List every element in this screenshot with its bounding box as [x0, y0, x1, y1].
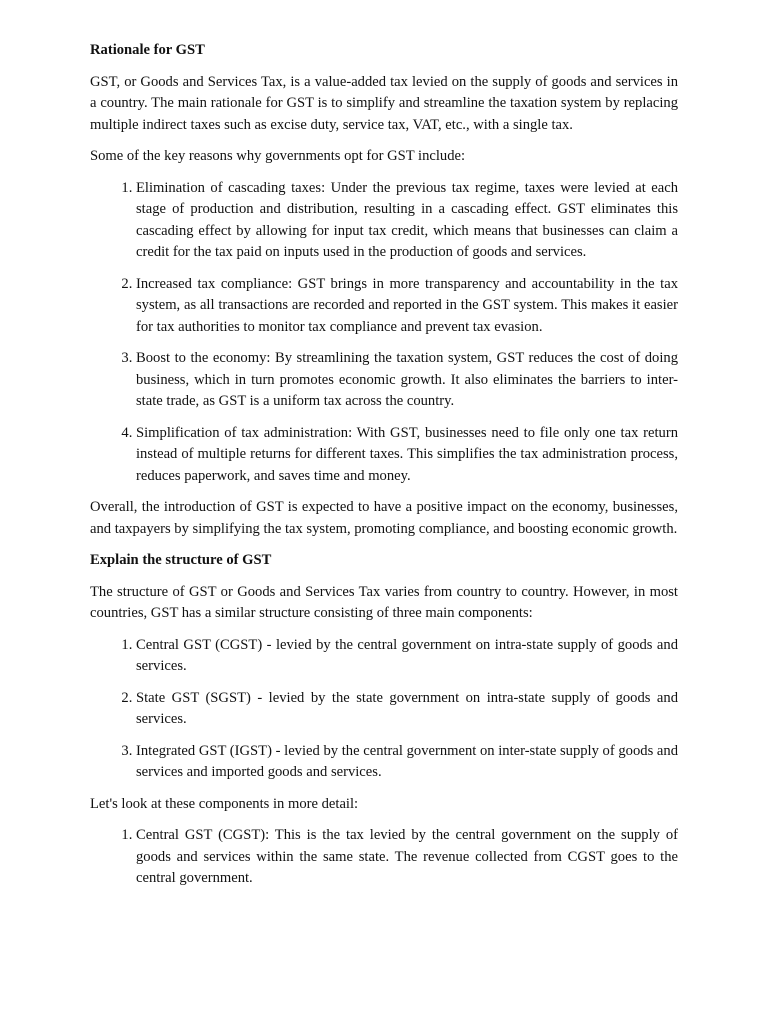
paragraph-structure-intro: The structure of GST or Goods and Services Tax varies from country to country. However, in most countries, GST has a similar structure consisting of three main components:	[90, 583, 678, 621]
section-heading-rationale: Rationale for GST	[90, 42, 205, 58]
list-item: 1. Elimination of cascading taxes: Under the previous tax regime, taxes were levied at each stage of production and distribution, resulting in a cascading effect. GST eliminates this cascading effect by allowing for input tax credit, which means that businesses can claim a credit for the tax paid on inputs used in the production of goods and services.	[136, 178, 678, 264]
list-component-details	[90, 825, 678, 890]
paragraph-details-lead: Let's look at these components in more detail:	[90, 795, 359, 812]
list-item: 2. State GST (SGST) - levied by the state government on intra-state supply of goods and services.	[136, 688, 678, 731]
paragraph-key-reasons-lead: Some of the key reasons why governments opt for GST include:	[90, 148, 466, 164]
list-item: 3. Integrated GST (IGST) - levied by the central government on inter-state supply of goods and services and imported goods and services.	[136, 741, 678, 784]
list-item: 4. Simplification of tax administration: With GST, businesses need to file only one tax return instead of multiple returns for different taxes. This simplifies the tax administration process, reduces paperwork, and saves time and money.	[136, 423, 678, 488]
list-key-reasons	[90, 178, 678, 488]
list-item: 1. Central GST (CGST): This is the tax levied by the central government on the supply of goods and services within the same state. The revenue collected from CGST goes to the central government.	[136, 825, 678, 890]
section-heading-structure: Explain the structure of GST	[90, 552, 272, 568]
paragraph-conclusion: Overall, the introduction of GST is expected to have a positive impact on the economy, businesses, and taxpayers by simplifying the tax system, promoting compliance, and boosting economic growth.	[90, 499, 678, 537]
list-item: 3. Boost to the economy: By streamlining the taxation system, GST reduces the cost of doing business, which in turn promotes economic growth. It also eliminates the barriers to inter-state trade, as GST is a uniform tax across the country.	[136, 348, 678, 413]
list-item: 2. Increased tax compliance: GST brings in more transparency and accountability in the tax system, as all transactions are recorded and reported in the GST system. This makes it easier for tax authorities to monitor tax compliance and prevent tax evasion.	[136, 274, 678, 339]
paragraph-gst-definition: GST, or Goods and Services Tax, is a value-added tax levied on the supply of goods and services in a country. The main rationale for GST is to simplify and streamline the taxation system by replacing multiple indirect taxes such as excise duty, service tax, VAT, etc., with a single tax.	[90, 73, 678, 133]
list-gst-components	[90, 635, 678, 784]
list-item: 1. Central GST (CGST) - levied by the central government on intra-state supply of goods and services.	[136, 635, 678, 678]
